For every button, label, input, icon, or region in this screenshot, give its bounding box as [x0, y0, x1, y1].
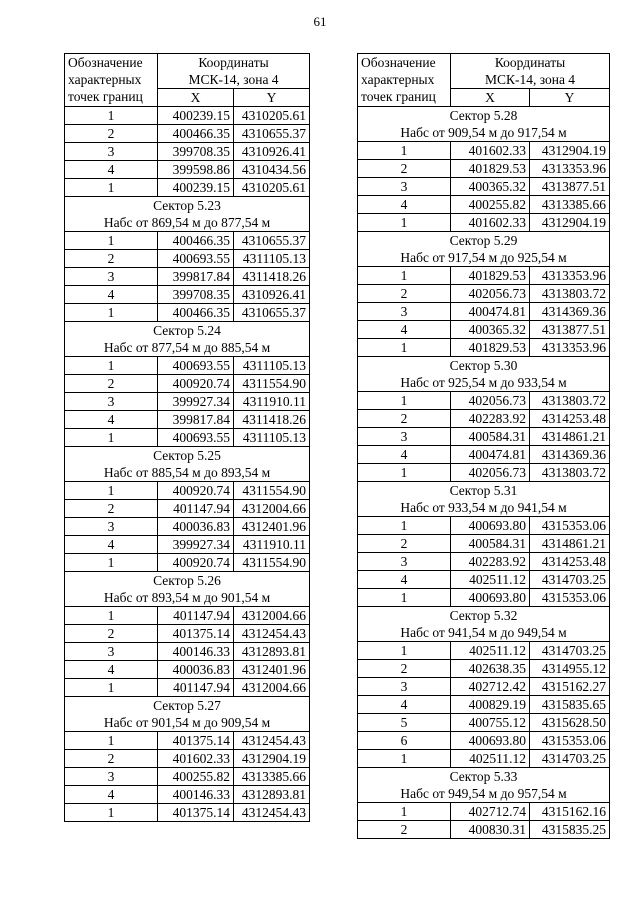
sector-height-range: Набс от 877,54 м до 885,54 м — [65, 339, 310, 357]
point-number: 4 — [358, 446, 451, 464]
x-coordinate: 402056.73 — [451, 464, 530, 482]
y-coordinate: 4313877.51 — [530, 178, 610, 196]
sector-height-range: Набс от 925,54 м до 933,54 м — [358, 374, 610, 392]
y-coordinate: 4313353.96 — [530, 160, 610, 178]
x-coordinate: 400920.74 — [158, 375, 234, 393]
table-row — [358, 803, 610, 821]
point-number: 6 — [358, 732, 451, 750]
y-coordinate: 4311105.13 — [234, 429, 310, 447]
sector-title: Сектор 5.31 — [358, 482, 610, 500]
point-number: 4 — [358, 321, 451, 339]
y-coordinate: 4314703.25 — [530, 642, 610, 660]
y-coordinate: 4311910.11 — [234, 393, 310, 411]
sector-title-row — [358, 107, 610, 125]
point-number: 1 — [65, 429, 158, 447]
sector-range-row — [358, 124, 610, 142]
x-coordinate: 400693.55 — [158, 357, 234, 375]
y-coordinate: 4311418.26 — [234, 268, 310, 286]
y-coordinate: 4314253.48 — [530, 553, 610, 571]
table-row — [358, 464, 610, 482]
y-coordinate: 4312454.43 — [234, 732, 310, 750]
table-row — [65, 518, 310, 536]
point-number: 3 — [358, 428, 451, 446]
x-coordinate: 400474.81 — [451, 446, 530, 464]
y-coordinate: 4315628.50 — [530, 714, 610, 732]
point-number: 2 — [358, 410, 451, 428]
table-row — [65, 429, 310, 447]
x-coordinate: 401829.53 — [451, 339, 530, 357]
y-coordinate: 4312401.96 — [234, 661, 310, 679]
table-row — [358, 196, 610, 214]
table-row — [358, 392, 610, 410]
x-coordinate: 400920.74 — [158, 554, 234, 572]
point-number: 1 — [358, 589, 451, 607]
sector-height-range: Набс от 893,54 м до 901,54 м — [65, 589, 310, 607]
y-coordinate: 4314369.36 — [530, 446, 610, 464]
sector-title-row — [358, 768, 610, 786]
sector-height-range: Набс от 909,54 м до 917,54 м — [358, 124, 610, 142]
point-number: 2 — [65, 375, 158, 393]
point-number: 4 — [65, 286, 158, 304]
x-coordinate: 401602.33 — [451, 142, 530, 160]
y-coordinate: 4312904.19 — [234, 750, 310, 768]
point-number: 3 — [358, 303, 451, 321]
table-row — [358, 642, 610, 660]
x-coordinate: 400239.15 — [158, 179, 234, 197]
x-coordinate: 401829.53 — [451, 267, 530, 285]
y-coordinate: 4314369.36 — [530, 303, 610, 321]
point-number: 1 — [65, 179, 158, 197]
y-coordinate: 4313803.72 — [530, 285, 610, 303]
x-coordinate: 400830.31 — [451, 821, 530, 839]
y-coordinate: 4315162.27 — [530, 678, 610, 696]
table-row — [358, 732, 610, 750]
table-row — [358, 321, 610, 339]
table-row — [358, 696, 610, 714]
y-coordinate: 4314703.25 — [530, 571, 610, 589]
point-number: 1 — [65, 732, 158, 750]
sector-title: Сектор 5.26 — [65, 572, 310, 590]
coordinates-table-left — [64, 53, 310, 822]
x-coordinate: 402511.12 — [451, 642, 530, 660]
x-coordinate: 400255.82 — [451, 196, 530, 214]
sector-title-row — [65, 697, 310, 715]
point-designation-header: Обозначение характерных точек границ — [65, 54, 158, 107]
table-row — [65, 625, 310, 643]
x-coordinate: 399598.86 — [158, 161, 234, 179]
y-coordinate: 4312004.66 — [234, 679, 310, 697]
sector-title: Сектор 5.29 — [358, 232, 610, 250]
point-number: 1 — [358, 339, 451, 357]
x-column-header: X — [158, 89, 234, 107]
x-coordinate: 400146.33 — [158, 786, 234, 804]
sector-range-row — [65, 339, 310, 357]
x-coordinate: 402283.92 — [451, 410, 530, 428]
sector-title-row — [358, 482, 610, 500]
sector-height-range: Набс от 933,54 м до 941,54 м — [358, 499, 610, 517]
point-number: 2 — [65, 625, 158, 643]
point-number: 4 — [358, 571, 451, 589]
point-number: 1 — [358, 642, 451, 660]
point-number: 5 — [358, 714, 451, 732]
sector-title: Сектор 5.32 — [358, 607, 610, 625]
table-row — [358, 517, 610, 535]
point-number: 1 — [358, 142, 451, 160]
x-coordinate: 400239.15 — [158, 107, 234, 125]
table-row — [65, 661, 310, 679]
table-row — [65, 268, 310, 286]
y-coordinate: 4313353.96 — [530, 267, 610, 285]
y-coordinate: 4312004.66 — [234, 500, 310, 518]
table-row — [358, 178, 610, 196]
y-coordinate: 4312893.81 — [234, 643, 310, 661]
x-coordinate: 402511.12 — [451, 571, 530, 589]
sector-title: Сектор 5.28 — [358, 107, 610, 125]
table-row — [358, 553, 610, 571]
point-number: 2 — [65, 250, 158, 268]
table-row — [358, 750, 610, 768]
y-coordinate: 4312401.96 — [234, 518, 310, 536]
y-coordinate: 4311105.13 — [234, 250, 310, 268]
x-coordinate: 400693.80 — [451, 589, 530, 607]
point-number: 1 — [358, 392, 451, 410]
coordinates-header: Координаты МСК-14, зона 4 — [451, 54, 610, 89]
point-number: 1 — [65, 357, 158, 375]
point-number: 4 — [358, 196, 451, 214]
table-row — [358, 267, 610, 285]
point-number: 1 — [65, 554, 158, 572]
sector-range-row — [65, 464, 310, 482]
point-number: 1 — [65, 304, 158, 322]
point-number: 1 — [65, 482, 158, 500]
x-coordinate: 399817.84 — [158, 268, 234, 286]
table-row — [358, 571, 610, 589]
table-row — [358, 160, 610, 178]
y-coordinate: 4311105.13 — [234, 357, 310, 375]
table-row — [65, 482, 310, 500]
y-coordinate: 4311910.11 — [234, 536, 310, 554]
table-row — [65, 786, 310, 804]
y-coordinate: 4312904.19 — [530, 142, 610, 160]
sector-title: Сектор 5.27 — [65, 697, 310, 715]
point-number: 1 — [358, 464, 451, 482]
y-coordinate: 4313385.66 — [234, 768, 310, 786]
x-column-header: X — [451, 89, 530, 107]
y-coordinate: 4312454.43 — [234, 625, 310, 643]
point-number: 2 — [358, 821, 451, 839]
sector-title-row — [358, 607, 610, 625]
y-coordinate: 4310205.61 — [234, 107, 310, 125]
table-row — [65, 393, 310, 411]
sector-range-row — [65, 589, 310, 607]
y-coordinate: 4311554.90 — [234, 554, 310, 572]
x-coordinate: 402056.73 — [451, 392, 530, 410]
point-number: 3 — [65, 643, 158, 661]
x-coordinate: 399708.35 — [158, 143, 234, 161]
y-column-header: Y — [234, 89, 310, 107]
point-number: 1 — [358, 214, 451, 232]
sector-title: Сектор 5.33 — [358, 768, 610, 786]
table-row — [65, 732, 310, 750]
sector-range-row — [358, 624, 610, 642]
table-row — [65, 232, 310, 250]
table-row — [65, 554, 310, 572]
table-body — [65, 107, 310, 822]
table-row — [65, 375, 310, 393]
sector-height-range: Набс от 949,54 м до 957,54 м — [358, 785, 610, 803]
y-coordinate: 4311554.90 — [234, 482, 310, 500]
sector-title-row — [65, 572, 310, 590]
point-number: 2 — [358, 160, 451, 178]
table-row — [65, 107, 310, 125]
point-number: 3 — [358, 553, 451, 571]
sector-title: Сектор 5.25 — [65, 447, 310, 465]
x-coordinate: 400829.19 — [451, 696, 530, 714]
y-coordinate: 4314861.21 — [530, 428, 610, 446]
point-number: 2 — [358, 535, 451, 553]
y-coordinate: 4313385.66 — [530, 196, 610, 214]
y-coordinate: 4310655.37 — [234, 232, 310, 250]
x-coordinate: 400693.80 — [451, 517, 530, 535]
x-coordinate: 401375.14 — [158, 804, 234, 822]
sector-title-row — [65, 197, 310, 215]
table-row — [65, 643, 310, 661]
sector-height-range: Набс от 941,54 м до 949,54 м — [358, 624, 610, 642]
x-coordinate: 400693.55 — [158, 250, 234, 268]
sector-height-range: Набс от 885,54 м до 893,54 м — [65, 464, 310, 482]
y-coordinate: 4314861.21 — [530, 535, 610, 553]
x-coordinate: 402283.92 — [451, 553, 530, 571]
y-coordinate: 4315353.06 — [530, 589, 610, 607]
x-coordinate: 402712.74 — [451, 803, 530, 821]
table-body — [358, 107, 610, 839]
sector-range-row — [65, 214, 310, 232]
y-coordinate: 4313353.96 — [530, 339, 610, 357]
sector-range-row — [358, 249, 610, 267]
point-number: 4 — [65, 411, 158, 429]
point-number: 1 — [65, 607, 158, 625]
point-number: 1 — [358, 750, 451, 768]
x-coordinate: 400466.35 — [158, 232, 234, 250]
table-row — [358, 678, 610, 696]
point-number: 2 — [358, 660, 451, 678]
x-coordinate: 400466.35 — [158, 304, 234, 322]
x-coordinate: 400146.33 — [158, 643, 234, 661]
sector-title-row — [358, 357, 610, 375]
point-number: 1 — [65, 232, 158, 250]
point-number: 1 — [65, 107, 158, 125]
y-coordinate: 4312454.43 — [234, 804, 310, 822]
table-row — [358, 535, 610, 553]
y-coordinate: 4314253.48 — [530, 410, 610, 428]
table-row — [358, 821, 610, 839]
table-row — [65, 179, 310, 197]
x-coordinate: 400255.82 — [158, 768, 234, 786]
x-coordinate: 400693.55 — [158, 429, 234, 447]
point-number: 4 — [358, 696, 451, 714]
sector-title-row — [65, 322, 310, 340]
table-row — [65, 768, 310, 786]
table-header — [65, 54, 310, 107]
table-header — [358, 54, 610, 107]
x-coordinate: 400584.31 — [451, 428, 530, 446]
table-row — [65, 250, 310, 268]
point-number: 1 — [65, 679, 158, 697]
table-row — [65, 679, 310, 697]
point-number: 3 — [65, 268, 158, 286]
x-coordinate: 402056.73 — [451, 285, 530, 303]
point-number: 3 — [358, 178, 451, 196]
x-coordinate: 401375.14 — [158, 625, 234, 643]
point-number: 3 — [65, 143, 158, 161]
x-coordinate: 401147.94 — [158, 500, 234, 518]
table-row — [358, 142, 610, 160]
sector-title-row — [65, 447, 310, 465]
y-coordinate: 4312004.66 — [234, 607, 310, 625]
x-coordinate: 401147.94 — [158, 679, 234, 697]
x-coordinate: 400920.74 — [158, 482, 234, 500]
table-row — [65, 125, 310, 143]
y-coordinate: 4315162.16 — [530, 803, 610, 821]
y-coordinate: 4310205.61 — [234, 179, 310, 197]
y-coordinate: 4310926.41 — [234, 143, 310, 161]
sector-title: Сектор 5.30 — [358, 357, 610, 375]
x-coordinate: 400365.32 — [451, 178, 530, 196]
x-coordinate: 402712.42 — [451, 678, 530, 696]
table-row — [65, 536, 310, 554]
x-coordinate: 399927.34 — [158, 393, 234, 411]
table-row — [65, 161, 310, 179]
point-number: 1 — [358, 267, 451, 285]
x-coordinate: 401147.94 — [158, 607, 234, 625]
x-coordinate: 400693.80 — [451, 732, 530, 750]
y-coordinate: 4315835.65 — [530, 696, 610, 714]
y-coordinate: 4310434.56 — [234, 161, 310, 179]
table-row — [358, 714, 610, 732]
table-row — [358, 285, 610, 303]
table-row — [358, 589, 610, 607]
point-number: 2 — [65, 500, 158, 518]
point-number: 2 — [358, 285, 451, 303]
point-number: 3 — [358, 678, 451, 696]
y-coordinate: 4314703.25 — [530, 750, 610, 768]
page-number: 61 — [313, 14, 327, 29]
table-row — [65, 304, 310, 322]
y-coordinate: 4315835.25 — [530, 821, 610, 839]
table-row — [358, 339, 610, 357]
y-coordinate: 4315353.06 — [530, 732, 610, 750]
y-coordinate: 4312893.81 — [234, 786, 310, 804]
y-coordinate: 4314955.12 — [530, 660, 610, 678]
x-coordinate: 401829.53 — [451, 160, 530, 178]
x-coordinate: 402511.12 — [451, 750, 530, 768]
table-row — [358, 214, 610, 232]
x-coordinate: 400466.35 — [158, 125, 234, 143]
point-number: 4 — [65, 161, 158, 179]
y-coordinate: 4311554.90 — [234, 375, 310, 393]
x-coordinate: 401602.33 — [451, 214, 530, 232]
coordinates-table-right — [357, 53, 610, 839]
table-row — [358, 303, 610, 321]
y-coordinate: 4310655.37 — [234, 304, 310, 322]
table-row — [65, 500, 310, 518]
sector-title: Сектор 5.23 — [65, 197, 310, 215]
point-number: 1 — [358, 517, 451, 535]
x-coordinate: 401375.14 — [158, 732, 234, 750]
x-coordinate: 399927.34 — [158, 536, 234, 554]
point-number: 4 — [65, 661, 158, 679]
x-coordinate: 399817.84 — [158, 411, 234, 429]
sector-height-range: Набс от 917,54 м до 925,54 м — [358, 249, 610, 267]
table-row — [358, 410, 610, 428]
point-number: 4 — [65, 536, 158, 554]
point-number: 3 — [65, 393, 158, 411]
sector-range-row — [358, 374, 610, 392]
point-number: 1 — [65, 804, 158, 822]
x-coordinate: 400584.31 — [451, 535, 530, 553]
table-row — [358, 660, 610, 678]
x-coordinate: 402638.35 — [451, 660, 530, 678]
point-designation-header: Обозначение характерных точек границ — [358, 54, 451, 107]
table-row — [65, 143, 310, 161]
x-coordinate: 401602.33 — [158, 750, 234, 768]
point-number: 1 — [358, 803, 451, 821]
table-row — [65, 750, 310, 768]
x-coordinate: 400474.81 — [451, 303, 530, 321]
sector-range-row — [65, 714, 310, 732]
y-coordinate: 4310655.37 — [234, 125, 310, 143]
point-number: 2 — [65, 125, 158, 143]
y-coordinate: 4313803.72 — [530, 464, 610, 482]
sector-height-range: Набс от 869,54 м до 877,54 м — [65, 214, 310, 232]
sector-height-range: Набс от 901,54 м до 909,54 м — [65, 714, 310, 732]
sector-title-row — [358, 232, 610, 250]
y-coordinate: 4313877.51 — [530, 321, 610, 339]
x-coordinate: 399708.35 — [158, 286, 234, 304]
point-number: 3 — [65, 518, 158, 536]
x-coordinate: 400036.83 — [158, 518, 234, 536]
table-row — [65, 357, 310, 375]
table-row — [65, 607, 310, 625]
point-number: 4 — [65, 786, 158, 804]
y-coordinate: 4315353.06 — [530, 517, 610, 535]
table-row — [65, 286, 310, 304]
y-coordinate: 4313803.72 — [530, 392, 610, 410]
point-number: 2 — [65, 750, 158, 768]
table-row — [65, 804, 310, 822]
table-row — [358, 428, 610, 446]
point-number: 3 — [65, 768, 158, 786]
x-coordinate: 400365.32 — [451, 321, 530, 339]
x-coordinate: 400036.83 — [158, 661, 234, 679]
x-coordinate: 400755.12 — [451, 714, 530, 732]
sector-range-row — [358, 499, 610, 517]
sector-range-row — [358, 785, 610, 803]
table-row — [65, 411, 310, 429]
y-coordinate: 4311418.26 — [234, 411, 310, 429]
sector-title: Сектор 5.24 — [65, 322, 310, 340]
y-coordinate: 4312904.19 — [530, 214, 610, 232]
coordinates-header: Координаты МСК-14, зона 4 — [158, 54, 310, 89]
y-coordinate: 4310926.41 — [234, 286, 310, 304]
y-column-header: Y — [530, 89, 610, 107]
table-row — [358, 446, 610, 464]
